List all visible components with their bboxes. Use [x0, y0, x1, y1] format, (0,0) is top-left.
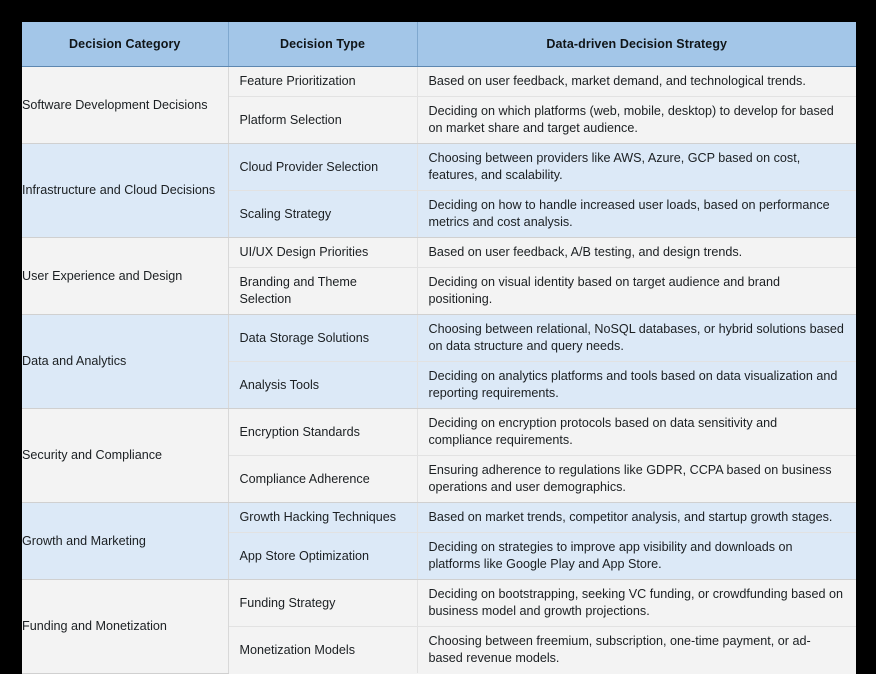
decision-type-cell: Branding and Theme Selection: [228, 268, 417, 315]
decision-strategy-cell: Deciding on how to handle increased user loads, based on performance metrics and cost analysis.: [417, 191, 856, 238]
category-label: Infrastructure and Cloud Decisions: [22, 183, 216, 197]
table-row: [22, 503, 856, 533]
table-row: [22, 144, 856, 191]
decision-strategy-cell: Deciding on bootstrapping, seeking VC funding, or crowdfunding based on business model and growth projections.: [417, 580, 856, 627]
column-header-decision-category: Decision Category: [22, 22, 228, 67]
category-label: Growth and Marketing: [22, 533, 146, 548]
category-label: Security and Compliance: [22, 448, 163, 462]
category-cell: [22, 409, 228, 503]
decision-strategy-cell: Deciding on encryption protocols based on data sensitivity and compliance requirements.: [417, 409, 856, 456]
decision-strategy-cell: Choosing between freemium, subscription, one-time payment, or ad-based revenue models.: [417, 627, 856, 674]
table-row: [22, 409, 856, 456]
decision-type-cell: Growth Hacking Techniques: [228, 503, 417, 533]
decision-strategy-cell: Deciding on visual identity based on target audience and brand positioning.: [417, 268, 856, 315]
decision-type-cell: Analysis Tools: [228, 362, 417, 409]
table-body: [22, 67, 856, 674]
decision-type-cell: UI/UX Design Priorities: [228, 238, 417, 268]
category-cell: [22, 580, 228, 674]
decision-strategy-cell: Ensuring adherence to regulations like GDPR, CCPA based on business operations and user demographics.: [417, 456, 856, 503]
decision-type-cell: Feature Prioritization: [228, 67, 417, 97]
table-row: [22, 315, 856, 362]
decision-type-cell: Encryption Standards: [228, 409, 417, 456]
table-row: [22, 67, 856, 97]
header-row: [22, 22, 856, 67]
decision-type-cell: Compliance Adherence: [228, 456, 417, 503]
category-label: Funding and Monetization: [22, 618, 167, 633]
category-cell: [22, 503, 228, 580]
decision-strategy-cell: Deciding on strategies to improve app visibility and downloads on platforms like Google Play and App Store.: [417, 533, 856, 580]
decision-strategy-cell: Based on user feedback, A/B testing, and design trends.: [417, 238, 856, 268]
decision-type-cell: Scaling Strategy: [228, 191, 417, 238]
decision-strategy-cell: Based on user feedback, market demand, and technological trends.: [417, 67, 856, 97]
column-header-decision-type: Decision Type: [228, 22, 417, 67]
decision-strategy-cell: Choosing between providers like AWS, Azure, GCP based on cost, features, and scalability.: [417, 144, 856, 191]
decision-type-cell: Monetization Models: [228, 627, 417, 674]
decision-type-cell: App Store Optimization: [228, 533, 417, 580]
decision-strategy-cell: Deciding on which platforms (web, mobile, desktop) to develop for based on market share and target audience.: [417, 97, 856, 144]
decision-strategy-cell: Deciding on analytics platforms and tools based on data visualization and reporting requirements.: [417, 362, 856, 409]
decision-strategy-cell: Based on market trends, competitor analysis, and startup growth stages.: [417, 503, 856, 533]
decision-type-cell: Data Storage Solutions: [228, 315, 417, 362]
decision-table: [22, 22, 856, 674]
category-label: User Experience and Design: [22, 268, 183, 283]
category-cell: [22, 315, 228, 409]
category-label: Data and Analytics: [22, 354, 127, 368]
category-label: Software Development Decisions: [22, 97, 208, 112]
category-cell: [22, 67, 228, 144]
decision-strategy-cell: Choosing between relational, NoSQL databases, or hybrid solutions based on data structure and query needs.: [417, 315, 856, 362]
category-cell: [22, 238, 228, 315]
table-row: [22, 238, 856, 268]
column-header-data-driven-decision-strategy: Data-driven Decision Strategy: [417, 22, 856, 67]
category-cell: [22, 144, 228, 238]
decision-type-cell: Platform Selection: [228, 97, 417, 144]
decision-table-container: [22, 22, 856, 674]
table-header: [22, 22, 856, 67]
decision-type-cell: Cloud Provider Selection: [228, 144, 417, 191]
table-row: [22, 580, 856, 627]
decision-type-cell: Funding Strategy: [228, 580, 417, 627]
